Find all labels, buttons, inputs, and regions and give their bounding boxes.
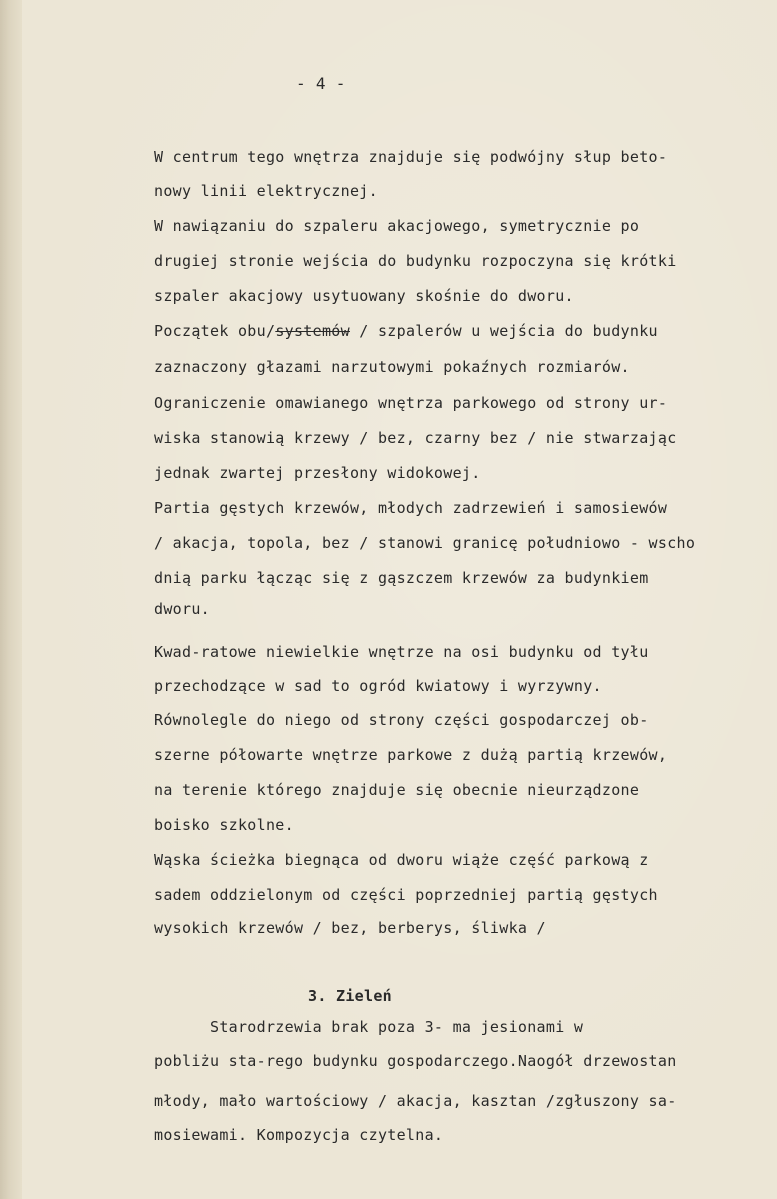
struck-word: systemów [275,322,350,340]
text-line: drugiej stronie wejścia do budynku rozpoczyna się krótki [154,252,677,270]
text-fragment: Początek obu/ [154,322,276,340]
section-heading: 3. Zieleń [308,987,392,1005]
text-fragment: / szpalerów u wejścia do budynku [349,322,658,340]
text-line: zaznaczony głazami narzutowymi pokaźnych rozmiarów. [154,358,630,376]
text-line: Ograniczenie omawianego wnętrza parkowego od strony ur- [154,394,668,412]
text-line: szerne półowarte wnętrze parkowe z dużą partią krzewów, [154,746,668,764]
text-line: Starodrzewia brak poza 3- ma jesionami w [154,1018,584,1036]
text-line: mosiewami. Kompozycja czytelna. [154,1126,444,1144]
text-line: jednak zwartej przesłony widokowej. [154,464,481,482]
text-line: Równolegle do niego od strony części gospodarczej ob- [154,711,649,729]
text-line: sadem oddzielonym od części poprzedniej partią gęstych [154,886,658,904]
text-line: wysokich krzewów / bez, berberys, śliwka / [154,919,546,937]
text-line: dworu. [154,600,210,618]
text-line: młody, mało wartościowy / akacja, kasztan /zgłuszony sa- [154,1092,677,1110]
text-line [154,324,658,339]
text-line: Kwad-ratowe niewielkie wnętrze na osi budynku od tyłu [154,643,649,661]
text-line: wiska stanowią krzewy / bez, czarny bez / nie stwarzając [154,429,677,447]
text-line: przechodzące w sad to ogród kwiatowy i wyrzywny. [154,677,602,695]
page-binding-edge [0,0,23,1199]
text-line: dnią parku łącząc się z gąszczem krzewów za budynkiem [154,569,649,587]
text-line: W centrum tego wnętrza znajduje się podwójny słup beto- [154,148,668,166]
text-line: boisko szkolne. [154,816,294,834]
text-line: W nawiązaniu do szpaleru akacjowego, symetrycznie po [154,217,640,235]
page-number: - 4 - [296,74,346,93]
text-line: nowy linii elektrycznej. [154,182,378,200]
text-line: Wąska ścieżka biegnąca od dworu wiąże część parkową z [154,851,649,869]
text-line: na terenie którego znajduje się obecnie nieurządzone [154,781,640,799]
text-line: Partia gęstych krzewów, młodych zadrzewień i samosiewów [154,499,668,517]
text-line: / akacja, topola, bez / stanowi granicę południowo - wscho [154,534,696,552]
text-line: pobliżu sta-rego budynku gospodarczego.Naogół drzewostan [154,1052,677,1070]
text-line: szpaler akacjowy usytuowany skośnie do dworu. [154,287,574,305]
